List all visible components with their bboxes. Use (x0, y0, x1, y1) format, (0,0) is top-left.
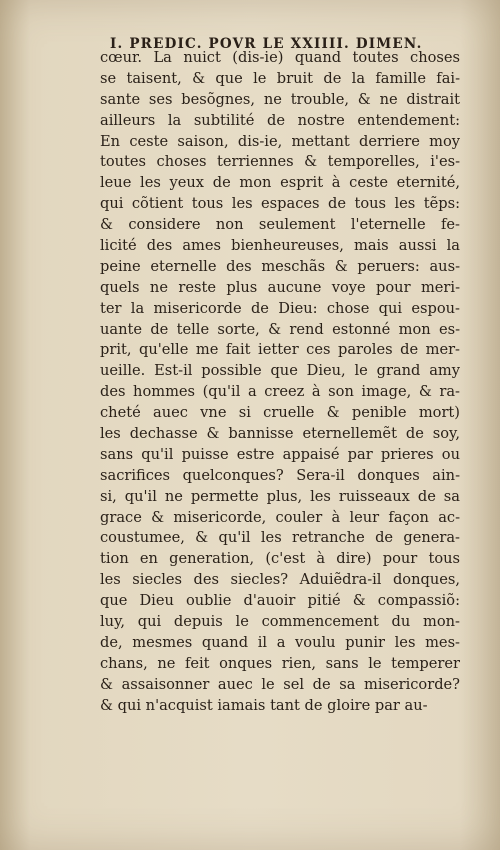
text-line: toutes choses terriennes & temporelles, i'es- (100, 153, 460, 171)
text-line: cœur. La nuict (dis-ie) quand toutes choses (100, 49, 460, 66)
text-line: des hommes (qu'il a creez à son image, & ra- (100, 383, 460, 401)
text-line: chans, ne feit onques rien, sans le temperer (100, 654, 460, 672)
text-line: si, qu'il ne permette plus, les ruisseaux de sa (100, 487, 460, 505)
text-line: se taisent, & que le bruit de la famille fai- (100, 69, 460, 87)
text-line: grace & misericorde, couler à leur façon ac- (100, 508, 460, 526)
text-block (100, 48, 460, 717)
text-line: luy, qui depuis le commencement du mon- (100, 613, 460, 631)
text-line: sante ses besõgnes, ne trouble, & ne distrait (100, 90, 460, 108)
text-line: coustumee, & qu'il les retranche de genera- (100, 529, 460, 547)
text-line: ter la misericorde de Dieu: chose qui espou- (100, 299, 460, 317)
text-line: leue les yeux de mon esprit à ceste eternité, (100, 174, 460, 192)
text-line: licité des ames bienheureuses, mais aussi la (100, 237, 460, 255)
text-line: de, mesmes quand il a voulu punir les mes- (100, 633, 460, 651)
text-line: tion en generation, (c'est à dire) pour tous (100, 550, 460, 568)
text-line: que Dieu oublie d'auoir pitié & compassiõ: (100, 592, 460, 610)
text-line: & assaisonner auec le sel de sa misericorde? (100, 675, 460, 693)
text-line: sans qu'il puisse estre appaisé par prieres ou (100, 445, 460, 463)
text-line: les dechasse & bannisse eternellemẽt de soy, (100, 425, 460, 443)
text-line: En ceste saison, dis-ie, mettant derriere moy (100, 132, 460, 150)
text-line: les siecles des siecles? Aduiẽdra-il donques, (100, 571, 460, 589)
text-line: cheté auec vne si cruelle & penible mort) (100, 404, 460, 422)
text-line: ueille. Est-il possible que Dieu, le grand amy (100, 362, 460, 380)
text-line: prit, qu'elle me fait ietter ces paroles de mer- (100, 341, 460, 359)
text-line: uante de telle sorte, & rend estonné mon es- (100, 320, 460, 338)
running-head: I. PREDIC. POVR LE XXIIII. DIMEN. (110, 36, 423, 52)
text-line: & qui n'acquist iamais tant de gloire par au- (100, 696, 428, 714)
text-line: ailleurs la subtilité de nostre entendement: (100, 111, 460, 129)
text-line: peine eternelle des meschãs & peruers: aus- (100, 257, 460, 275)
text-line: quels ne reste plus aucune voye pour meri- (100, 278, 460, 296)
text-line: qui cõtient tous les espaces de tous les tẽps: (100, 195, 460, 213)
text-line: sacrifices quelconques? Sera-il donques ain- (100, 466, 460, 484)
text-line: & considere non seulement l'eternelle fe- (100, 216, 460, 234)
